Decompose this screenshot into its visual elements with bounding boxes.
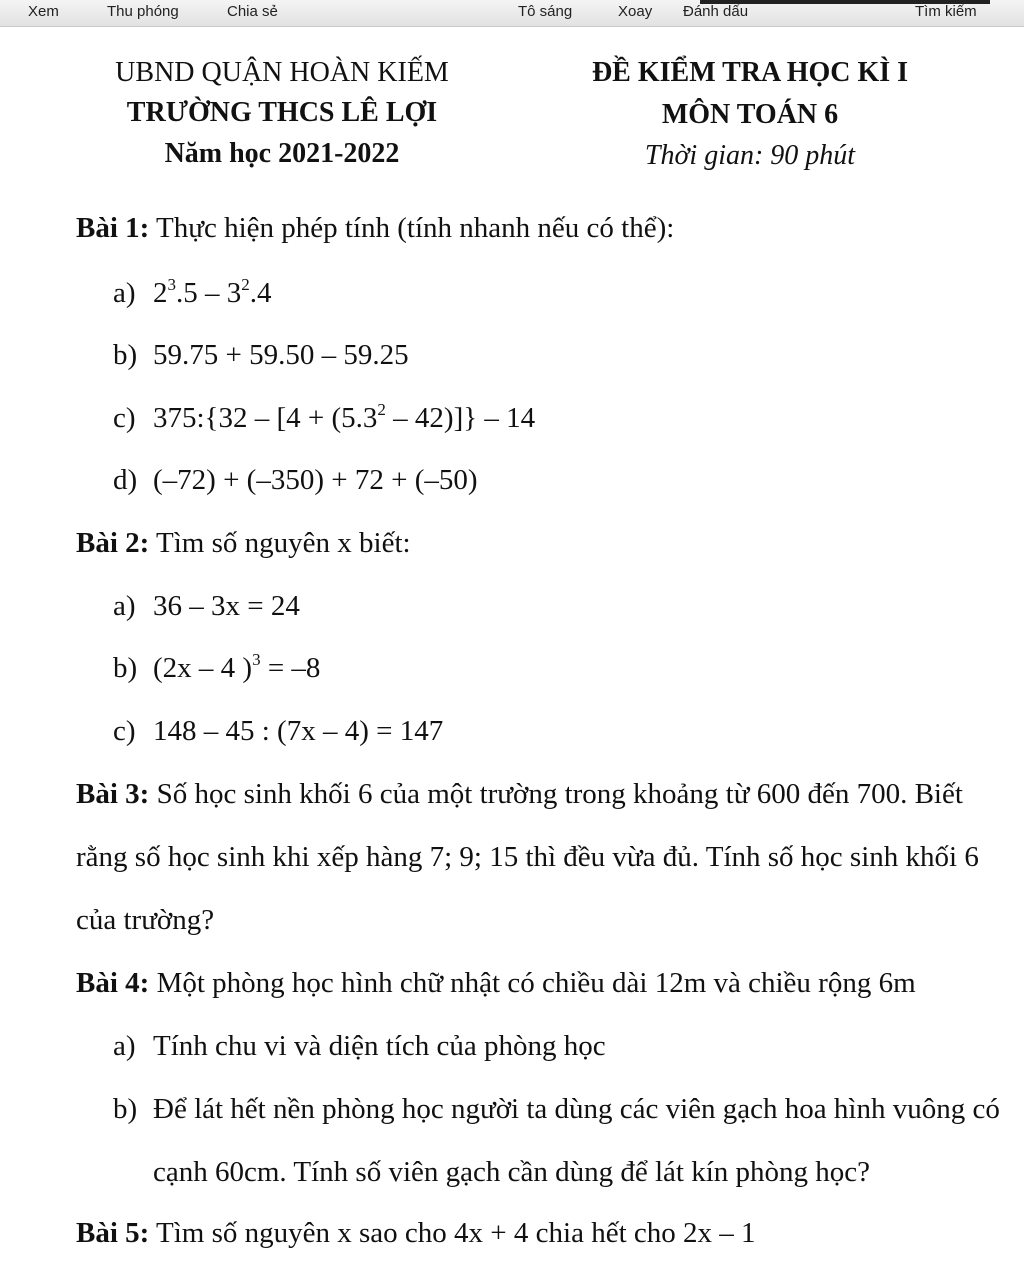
bai2-title: Bài 2: [76,527,150,559]
toolbar-zoom-button[interactable]: Thu phóng [107,3,179,20]
header-district: UBND QUẬN HOÀN KIẾM [115,57,449,88]
expr-part: = –8 [260,652,321,684]
item-label: a) [113,277,136,309]
toolbar-markup-button[interactable]: Đánh dấu [683,3,749,20]
expr: 148 – 45 : (7x – 4) = 147 [153,715,444,747]
header-school: TRƯỜNG THCS LÊ LỢI [126,97,438,128]
bai2-item-a [113,590,300,623]
header-school-year: Năm học 2021-2022 [164,138,400,169]
item-text: Để lát hết nền phòng học người ta dùng các viên gạch hoa hình vuông có [153,1093,1000,1125]
expr-part: 2 [153,277,168,309]
bai4-item-b [113,1093,1000,1126]
bai1-item-a [113,277,272,310]
item-label: a) [113,590,136,622]
toolbar-share-button[interactable]: Chia sẻ [227,3,278,20]
toolbar-search-button[interactable]: Tìm kiếm [915,3,977,20]
bai2-heading [76,527,411,560]
header-subject: MÔN TOÁN 6 [661,99,839,130]
header-exam-title: ĐỀ KIỂM TRA HỌC KÌ I [591,57,909,88]
bai2-item-b [113,652,320,685]
item-label: a) [113,1030,136,1062]
bai3-text: Số học sinh khối 6 của một trường trong khoảng từ 600 đến 700. Biết [149,778,963,810]
expr-part: 375:{32 – [4 + (5.3 [153,402,378,434]
expr-part: (2x – 4 ) [153,652,253,684]
expr-exponent: 3 [252,650,261,669]
bai1-heading [76,212,674,245]
item-text: Tính chu vi và diện tích của phòng học [153,1030,606,1062]
bai3-line2: rằng số học sinh khi xếp hàng 7; 9; 15 thì đều vừa đủ. Tính số học sinh khối 6 [76,841,979,873]
item-label: c) [113,715,136,747]
expr: (–72) + (–350) + 72 + (–50) [153,464,478,496]
item-label: b) [113,339,138,371]
toolbar-rotate-button[interactable]: Xoay [618,3,653,20]
item-label: b) [113,652,138,684]
bai4-item-b-cont: cạnh 60cm. Tính số viên gạch cần dùng để lát kín phòng học? [153,1156,871,1188]
expr-exponent: 2 [241,275,250,294]
expr-exponent: 2 [377,400,386,419]
toolbar-view-button[interactable]: Xem [28,3,59,20]
expr-part: .5 – 3 [176,277,242,309]
bai1-text: Thực hiện phép tính (tính nhanh nếu có thể): [149,212,675,244]
document-page [0,27,1024,1280]
item-label: d) [113,464,138,496]
bai1-item-d [113,464,478,497]
viewer-toolbar [0,0,1024,27]
bai1-item-b [113,339,409,372]
toolbar-highlight-button[interactable]: Tô sáng [518,3,573,20]
expr-exponent: 3 [167,275,176,294]
bai3-title: Bài 3: [76,778,150,810]
bai2-item-c [113,715,443,748]
bai3-line3: của trường? [76,904,215,936]
bai1-item-c [113,402,535,435]
bai5-title: Bài 5: [76,1217,150,1249]
header-duration: Thời gian: 90 phút [644,140,856,171]
bai4-item-a [113,1030,606,1063]
bai1-title: Bài 1: [76,212,150,244]
expr-part: .4 [249,277,272,309]
expr-part: – 42)]} – 14 [385,402,536,434]
bai3-line1 [76,778,963,811]
bai4-heading [76,967,916,1000]
bai4-text: Một phòng học hình chữ nhật có chiều dài 12m và chiều rộng 6m [149,967,916,999]
item-label: b) [113,1093,138,1125]
bai2-text: Tìm số nguyên x biết: [149,527,411,559]
bai5-text: Tìm số nguyên x sao cho 4x + 4 chia hết cho 2x – 1 [149,1217,756,1249]
item-label: c) [113,402,136,434]
bai4-title: Bài 4: [76,967,150,999]
bai5-heading [76,1217,756,1250]
expr: 36 – 3x = 24 [153,590,300,622]
expr: 59.75 + 59.50 – 59.25 [153,339,409,371]
